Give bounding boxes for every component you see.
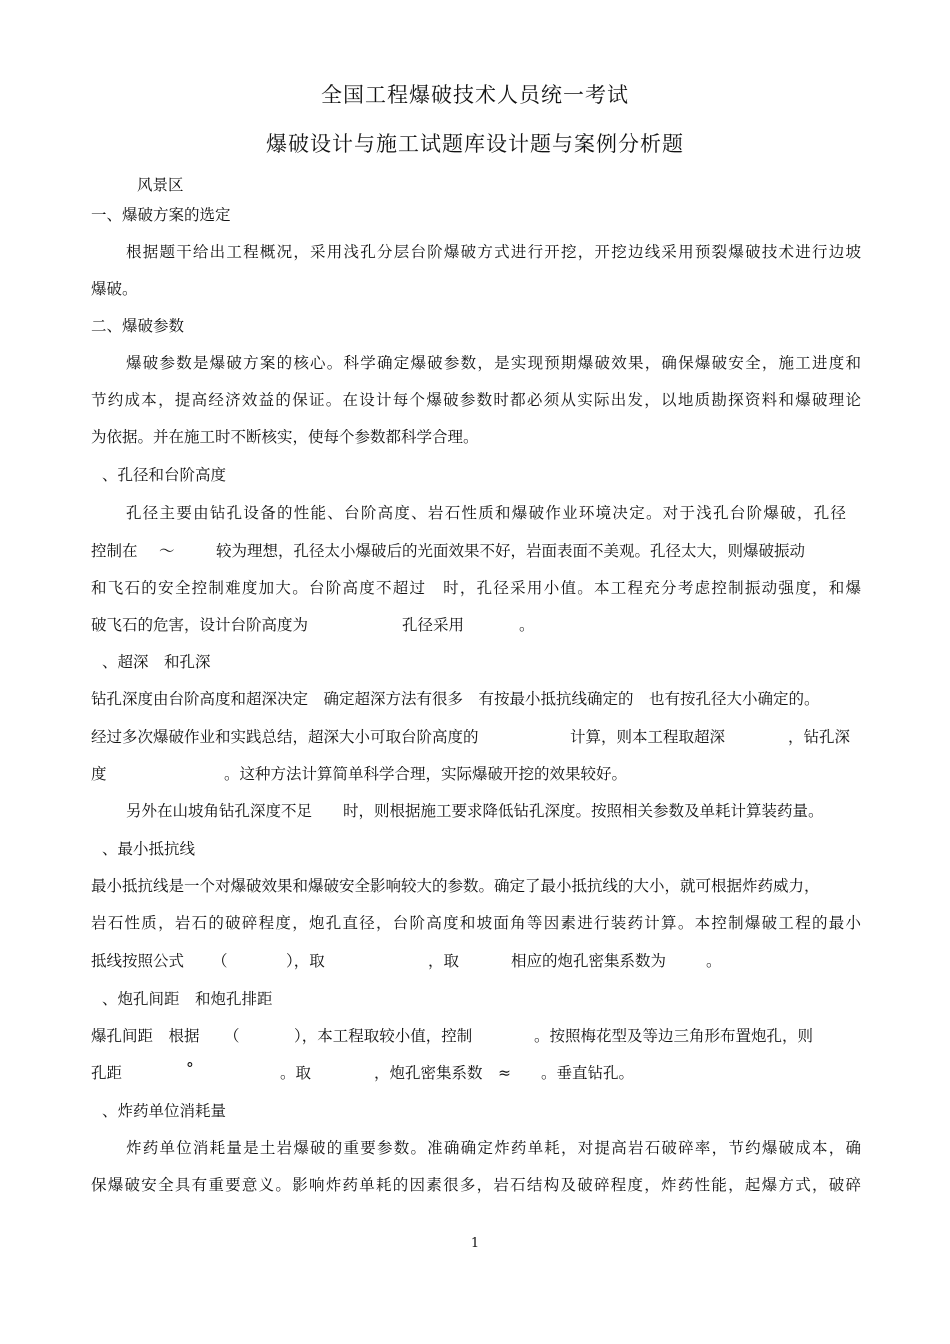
text-fragment: 爆孔间距 根据 [91, 1027, 200, 1045]
text-fragment: 抵线按照公式 [91, 952, 185, 970]
paragraph-line: 钻孔深度由台阶高度和超深决定 确定超深方法有很多 有按最小抵抗线确定的 也有按孔径大小确定的。 [91, 690, 820, 708]
paragraph-line: 根据题干给出工程概况，采用浅孔分层台阶爆破方式进行开挖，开挖边线采用预裂爆破技术进行边坡 [126, 243, 861, 261]
text-fragment: 。取 [280, 1064, 312, 1082]
text-fragment: ～ [159, 542, 175, 560]
text-fragment: ，钻孔深 [788, 728, 851, 746]
text-fragment: ），本工程取较小值，控制 [294, 1027, 473, 1045]
subheading-hole-spacing: 、炮孔间距 和炮孔排距 [102, 990, 273, 1008]
paragraph-line: 爆破。 [91, 280, 138, 298]
text-fragment: 孔径采用 [402, 616, 465, 634]
doc-title: 全国工程爆破技术人员统一考试 [321, 83, 629, 107]
text-fragment: 。这种方法计算简单科学合理，实际爆破开挖的效果较好。 [224, 765, 628, 783]
paragraph-line: 孔径主要由钻孔设备的性能、台阶高度、岩石性质和爆破作业环境决定。对于浅孔台阶爆破，孔径 [126, 504, 846, 522]
text-fragment: 计算，则本工程取超深 [570, 728, 726, 746]
subheading-overdrill: 、超深 和孔深 [102, 653, 211, 671]
text-fragment: ），取 [286, 952, 325, 970]
subheading-bore-diameter: 、孔径和台阶高度 [102, 466, 227, 484]
heading-2: 二、爆破参数 [91, 317, 185, 335]
text-fragment: 孔距 [91, 1064, 123, 1082]
text-fragment: 。垂直钻孔。 [541, 1064, 635, 1082]
page-number: 1 [470, 1236, 480, 1251]
text-fragment: 经过多次爆破作业和实践总结，超深大小可取台阶高度的 [91, 728, 479, 746]
subheading-burden: 、最小抵抗线 [102, 840, 196, 858]
text-fragment: ° [186, 1060, 194, 1078]
text-fragment: 破飞石的危害，设计台阶高度为 [91, 616, 309, 634]
paragraph-line: 保爆破安全具有重要意义。影响炸药单耗的因素很多，岩石结构及破碎程度，炸药性能，起爆方式，破碎 [91, 1176, 861, 1194]
paragraph-line: 和飞石的安全控制难度加大。台阶高度不超过 时，孔径采用小值。本工程充分考虑控制振动强度，和爆 [91, 579, 861, 597]
paragraph-line: 爆破参数是爆破方案的核心。科学确定爆破参数，是实现预期爆破效果，确保爆破安全，施工进度和 [126, 354, 861, 372]
subheading-explosive-consumption: 、炸药单位消耗量 [102, 1102, 227, 1120]
paragraph-line: 为依据。并在施工时不断核实，使每个参数都科学合理。 [91, 428, 479, 446]
section-label: 风景区 [137, 176, 184, 194]
text-fragment: （ [212, 952, 228, 970]
paragraph-line: 最小抵抗线是一个对爆破效果和爆破安全影响较大的参数。确定了最小抵抗线的大小，就可根据炸药威力， [91, 877, 820, 895]
text-fragment: 度 [91, 765, 107, 783]
text-fragment: 相应的炮孔密集系数为 [511, 952, 667, 970]
text-fragment: ，炮孔密集系数 ≈ [374, 1064, 511, 1082]
doc-subtitle: 爆破设计与施工试题库设计题与案例分析题 [266, 132, 684, 156]
paragraph-line: 岩石性质，岩石的破碎程度，炮孔直径，台阶高度和坡面角等因素进行装药计算。本控制爆破工程的最小 [91, 914, 861, 932]
text-fragment: 。 [519, 616, 535, 634]
text-fragment: （ [224, 1027, 240, 1045]
text-fragment: 较为理想，孔径太小爆破后的光面效果不好，岩面表面不美观。孔径太大，则爆破振动 [216, 542, 806, 560]
text-fragment: ，取 [428, 952, 460, 970]
text-fragment: 。 [706, 952, 722, 970]
paragraph-line: 炸药单位消耗量是土岩爆破的重要参数。准确确定炸药单耗，对提高岩石破碎率，节约爆破成本，确 [126, 1139, 861, 1157]
text-fragment: 。按照梅花型及等边三角形布置炮孔，则 [534, 1027, 814, 1045]
paragraph-line: 另外在山坡角钻孔深度不足 时，则根据施工要求降低钻孔深度。按照相关参数及单耗计算装药量。 [126, 802, 824, 820]
text-fragment: 控制在 [91, 542, 138, 560]
heading-1: 一、爆破方案的选定 [91, 206, 231, 224]
paragraph-line: 节约成本，提高经济效益的保证。在设计每个爆破参数时都必须从实际出发，以地质勘探资料和爆破理论 [91, 391, 861, 409]
